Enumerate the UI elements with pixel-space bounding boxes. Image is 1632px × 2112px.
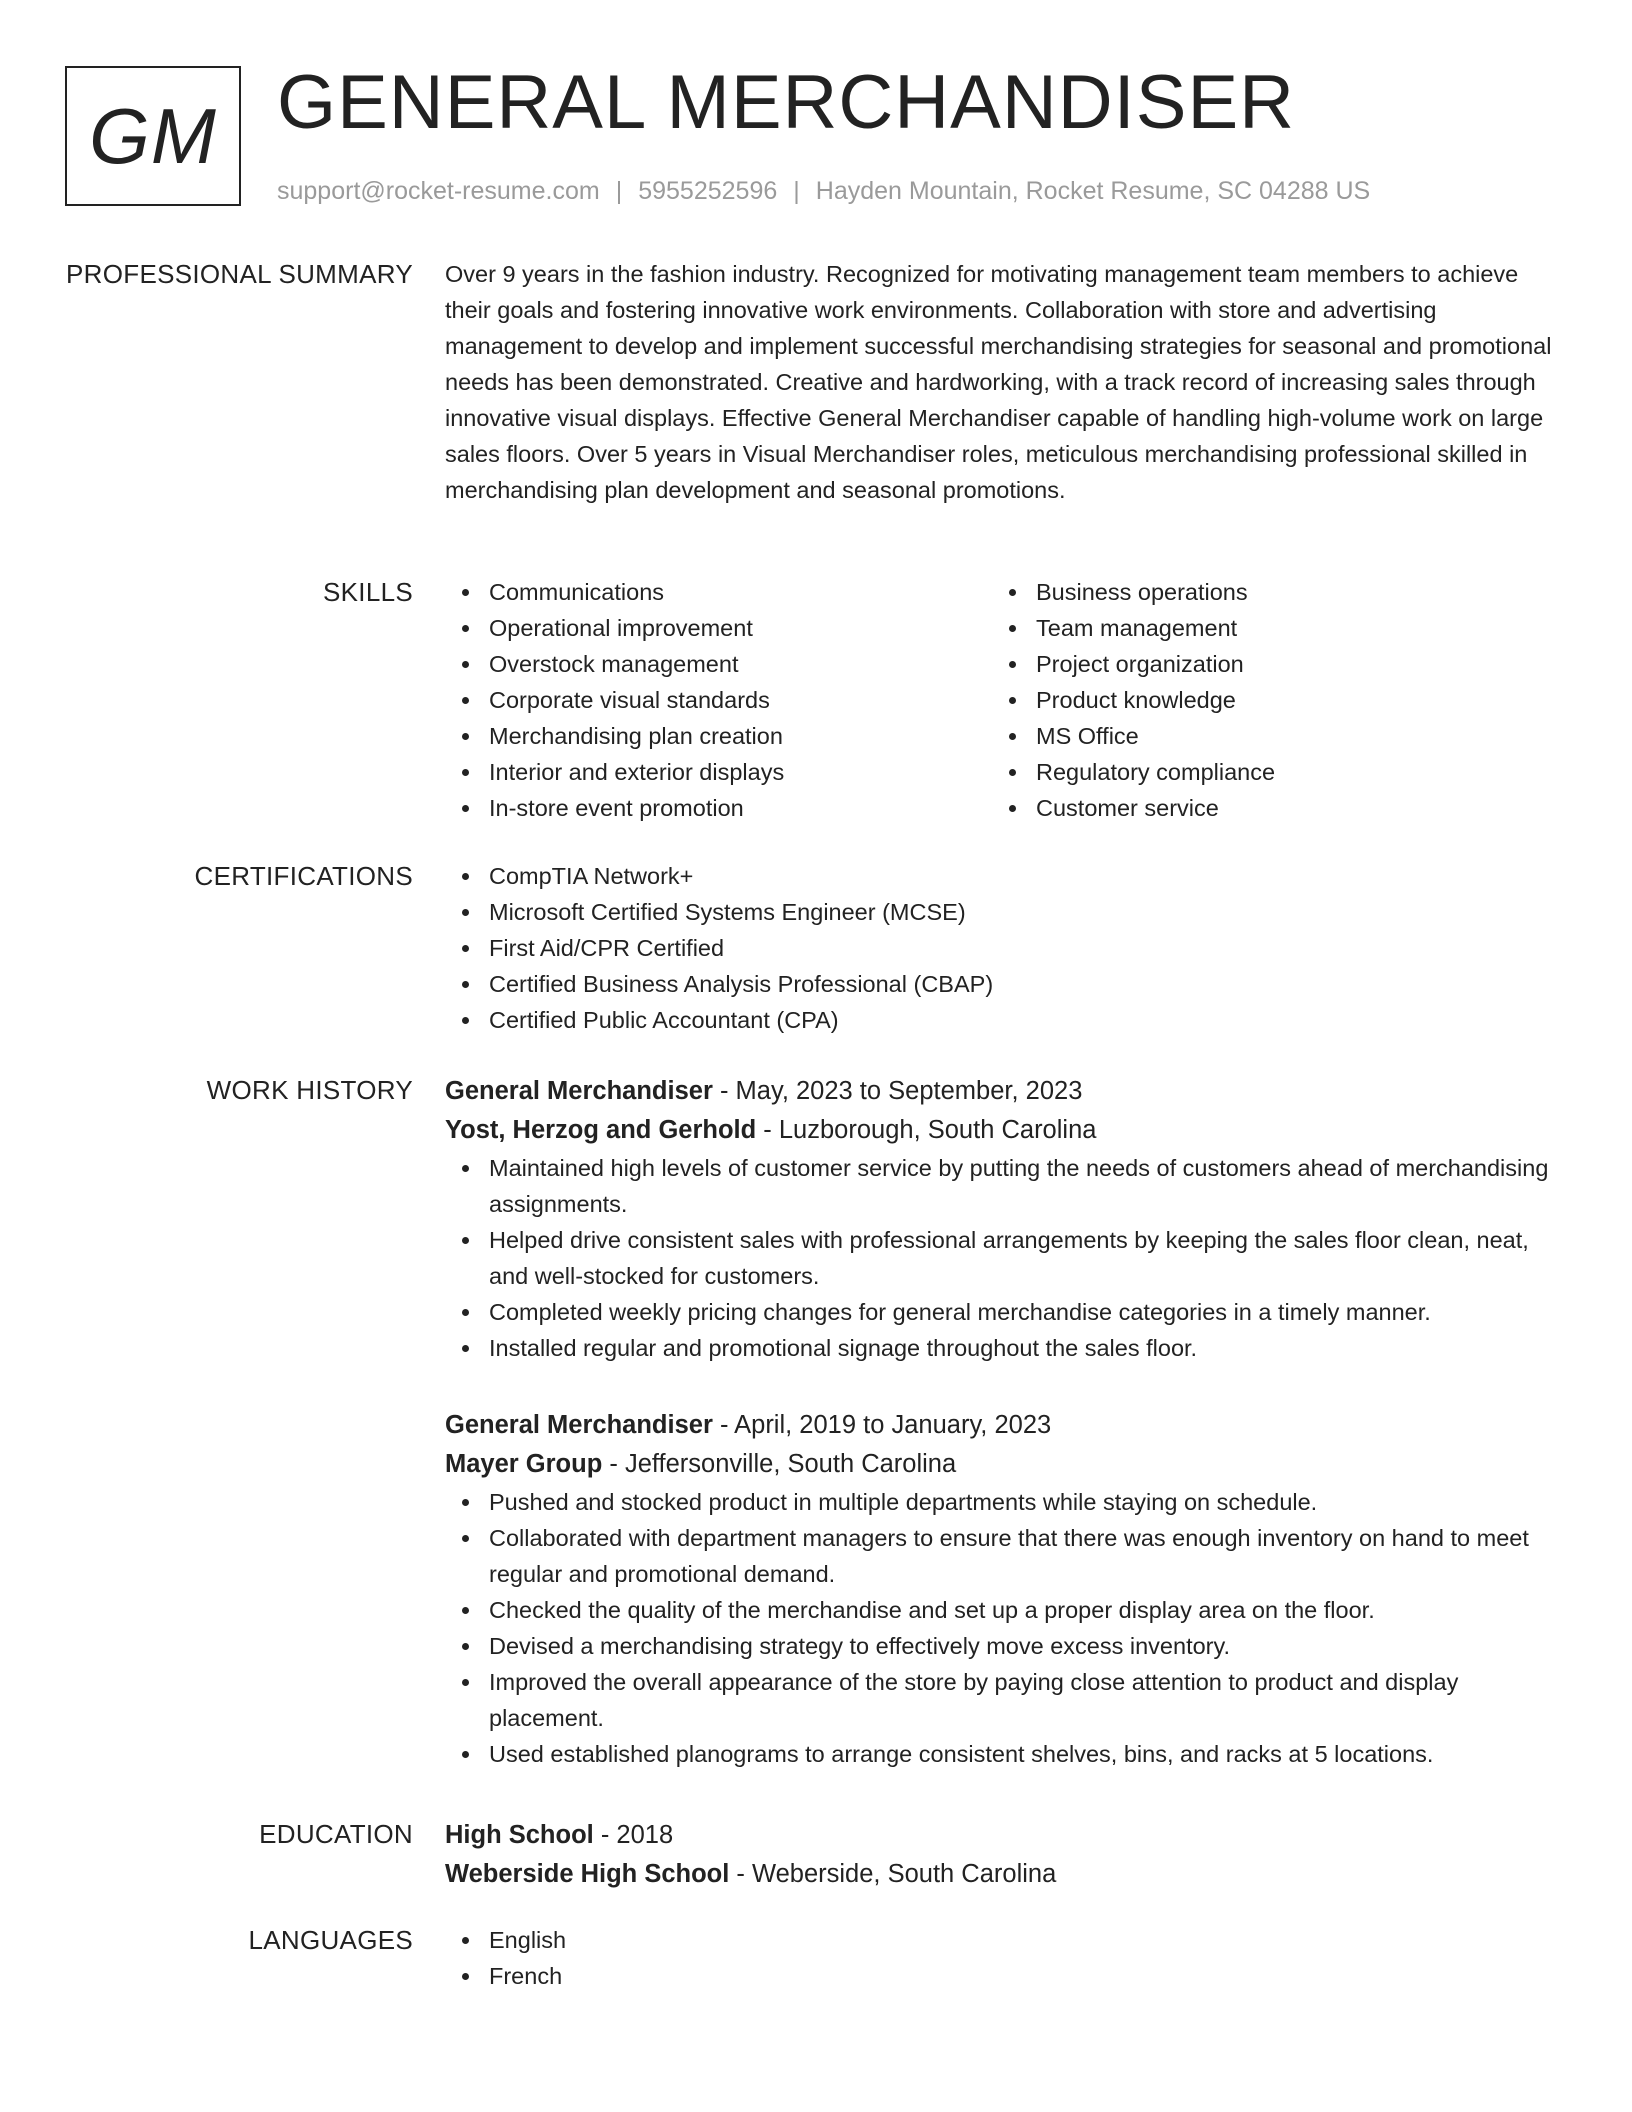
contact-separator: | xyxy=(615,177,623,205)
skill-item: Merchandising plan creation xyxy=(445,718,992,754)
section-label-languages: LANGUAGES xyxy=(248,1925,413,1955)
skill-item: Product knowledge xyxy=(992,682,1539,718)
job-bullet: Completed weekly pricing changes for general merchandise categories in a timely manner. xyxy=(445,1294,1560,1330)
certification-item: Microsoft Certified Systems Engineer (MCSE) xyxy=(445,894,1560,930)
job-bullet: Collaborated with department managers to ensure that there was enough inventory on hand to meet regular and promotional demand. xyxy=(445,1520,1560,1592)
skill-item: Customer service xyxy=(992,790,1539,826)
job-bullet: Used established planograms to arrange consistent shelves, bins, and racks at 5 locations. xyxy=(445,1736,1560,1772)
skill-item: Overstock management xyxy=(445,646,992,682)
skills-body xyxy=(445,574,1560,826)
job-company-line xyxy=(445,1445,1560,1484)
job-dates: - May, 2023 to September, 2023 xyxy=(712,1077,1083,1105)
skills-list-left xyxy=(445,574,992,826)
job-bullet: Helped drive consistent sales with professional arrangements by keeping the sales floor clean, neat, and well-stocked for customers. xyxy=(445,1222,1560,1294)
skill-item: In-store event promotion xyxy=(445,790,992,826)
job-bullet: Devised a merchandising strategy to effectively move excess inventory. xyxy=(445,1628,1560,1664)
job-title: General Merchandiser xyxy=(445,1411,713,1439)
education-location: - Weberside, South Carolina xyxy=(729,1860,1057,1888)
section-label-certifications: CERTIFICATIONS xyxy=(194,861,413,891)
section-label-skills: SKILLS xyxy=(323,577,413,607)
skill-item: Interior and exterior displays xyxy=(445,754,992,790)
job-bullet: Improved the overall appearance of the store by paying close attention to product and display placement. xyxy=(445,1664,1560,1736)
education-year: - 2018 xyxy=(593,1821,674,1849)
languages-body xyxy=(445,1922,1560,1994)
monogram-logo: GM xyxy=(65,66,241,206)
summary-body xyxy=(445,256,1560,508)
certifications-body xyxy=(445,858,1560,1038)
certification-item: Certified Business Analysis Professional (CBAP) xyxy=(445,966,1560,1002)
resume-name: GENERAL MERCHANDISER xyxy=(277,60,1296,145)
skills-list-right xyxy=(992,574,1539,826)
education-degree-line xyxy=(445,1816,1560,1855)
certification-item: Certified Public Accountant (CPA) xyxy=(445,1002,1560,1038)
job-dates: - April, 2019 to January, 2023 xyxy=(712,1411,1052,1439)
section-label-summary: PROFESSIONAL SUMMARY xyxy=(66,259,413,289)
education-body xyxy=(445,1816,1560,1894)
job-bullet: Installed regular and promotional signage throughout the sales floor. xyxy=(445,1330,1560,1366)
language-item: French xyxy=(445,1958,1560,1994)
job-bullets xyxy=(445,1150,1560,1366)
job-company: Mayer Group xyxy=(445,1450,603,1478)
job-location: - Jeffersonville, South Carolina xyxy=(602,1450,957,1478)
certification-item: CompTIA Network+ xyxy=(445,858,1560,894)
job-entry xyxy=(445,1072,1560,1366)
job-bullet: Pushed and stocked product in multiple departments while staying on schedule. xyxy=(445,1484,1560,1520)
contact-line xyxy=(277,173,1370,209)
education-degree: High School xyxy=(445,1821,594,1849)
certification-item: First Aid/CPR Certified xyxy=(445,930,1560,966)
skill-item: Communications xyxy=(445,574,992,610)
summary-text: Over 9 years in the fashion industry. Recognized for motivating management team members to achieve their goals and fostering innovative work environments. Collaboration with store and advertising management to develop and implement successful merchandising strategies for seasonal and promotional needs has been demonstrated. Creative and hardworking, with a track record of increasing sales through innovative visual displays. Effective General Merchandiser capable of handling high-volume work on large sales floors. Over 5 years in Visual Merchandiser roles, meticulous merchandising professional skilled in merchandising plan development and seasonal promotions. xyxy=(445,261,1552,503)
skill-item: Team management xyxy=(992,610,1539,646)
job-title: General Merchandiser xyxy=(445,1077,713,1105)
languages-list xyxy=(445,1922,1560,1994)
education-school: Weberside High School xyxy=(445,1860,730,1888)
contact-address: Hayden Mountain, Rocket Resume, SC 04288 US xyxy=(815,177,1371,205)
job-title-line xyxy=(445,1406,1560,1445)
skill-item: Operational improvement xyxy=(445,610,992,646)
section-label-work-history: WORK HISTORY xyxy=(206,1075,413,1105)
job-company-line xyxy=(445,1111,1560,1150)
skill-item: Regulatory compliance xyxy=(992,754,1539,790)
skill-item: MS Office xyxy=(992,718,1539,754)
education-school-line xyxy=(445,1855,1560,1894)
job-bullet: Maintained high levels of customer service by putting the needs of customers ahead of merchandising assignments. xyxy=(445,1150,1560,1222)
job-bullet: Checked the quality of the merchandise and set up a proper display area on the floor. xyxy=(445,1592,1560,1628)
job-title-line xyxy=(445,1072,1560,1111)
job-company: Yost, Herzog and Gerhold xyxy=(445,1116,757,1144)
job-bullets xyxy=(445,1484,1560,1772)
contact-separator: | xyxy=(793,177,800,205)
language-item: English xyxy=(445,1922,1560,1958)
section-label-education: EDUCATION xyxy=(259,1819,413,1849)
skill-item: Business operations xyxy=(992,574,1539,610)
skill-item: Project organization xyxy=(992,646,1539,682)
contact-phone[interactable]: 5955252596 xyxy=(638,177,778,205)
job-entry xyxy=(445,1406,1560,1772)
contact-email[interactable]: support@rocket-resume.com xyxy=(277,177,600,205)
work-history-body xyxy=(445,1072,1560,1767)
certifications-list xyxy=(445,858,1560,1038)
job-location: - Luzborough, South Carolina xyxy=(756,1116,1097,1144)
skill-item: Corporate visual standards xyxy=(445,682,992,718)
